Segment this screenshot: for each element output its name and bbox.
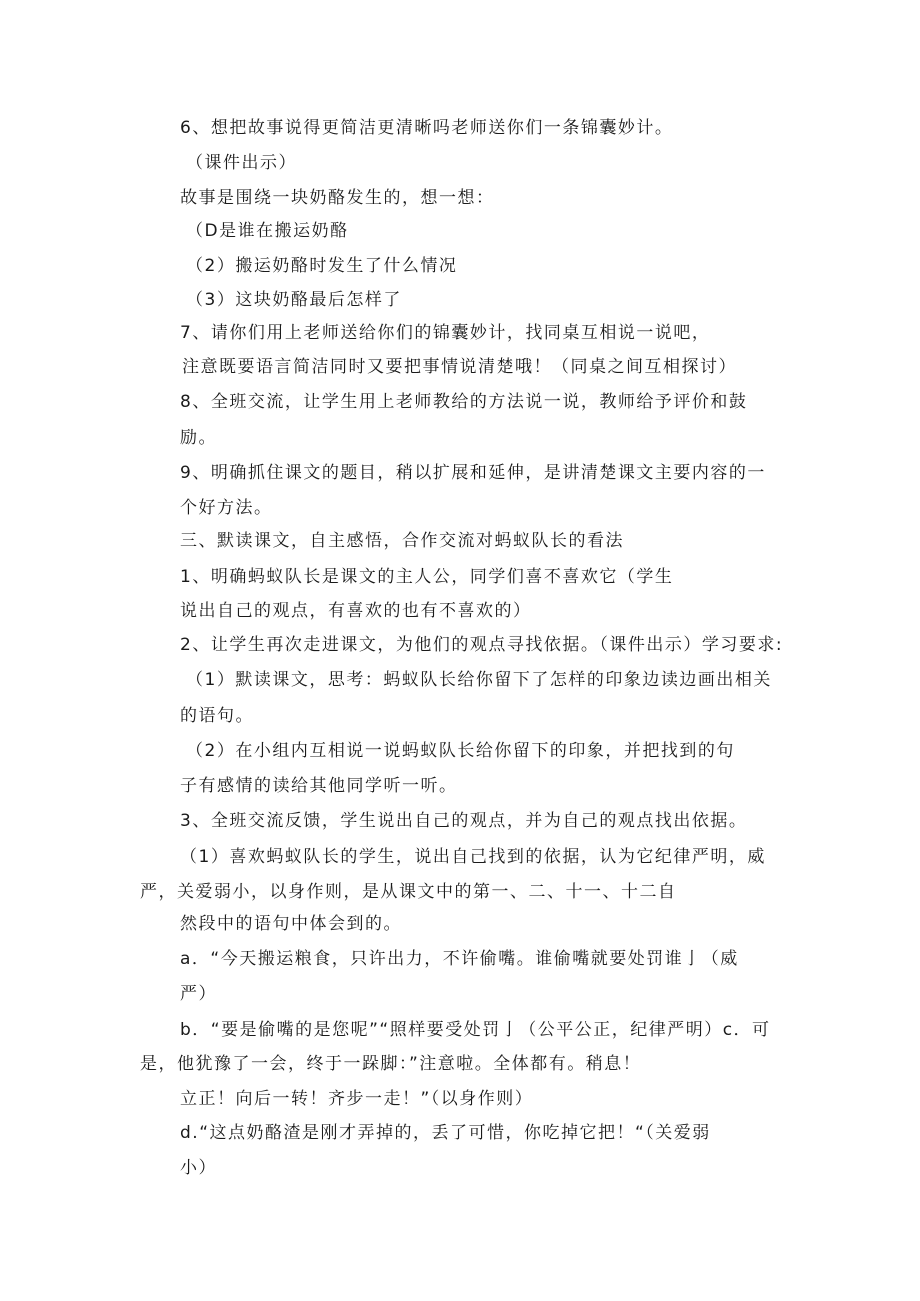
text-line: （2）搬运奶酪时发生了什么情况 [186,256,458,276]
text-line: 说出自己的观点，有喜欢的也有不喜欢的） [180,601,532,621]
text-line: （1）默读课文，思考：蚂蚁队长给你留下了怎样的印象边读边画出相关 [186,670,772,690]
text-line: 然段中的语句中体会到的。 [180,914,402,934]
text-line: 严） [180,984,217,1004]
text-line: 励。 [180,428,217,448]
text-line: 3、全班交流反馈，学生说出自己的观点，并为自己的观点找出依据。 [180,811,748,831]
text-line: （课件出示） [186,153,297,173]
text-line: 2、让学生再次走进课文，为他们的观点寻找依据。（课件出示）学习要求: [180,635,784,655]
text-line: 是，他犹豫了一会，终于一跺脚：”注意啦。全体都有。稍息！ [140,1054,642,1074]
text-line: 7、请你们用上老师送给你们的锦囊妙计，找同桌互相说一说吧， [180,323,711,343]
text-line: 个好方法。 [180,498,273,518]
text-line: （1）喜欢蚂蚁队长的学生，说出自己找到的依据，认为它纪律严明，威 [180,847,766,867]
text-line: 1、明确蚂蚁队长是课文的主人公，同学们喜不喜欢它（学生 [180,567,674,587]
text-line: 8、全班交流，让学生用上老师教给的方法说一说，教师给予评价和鼓 [180,392,748,412]
text-line: 严，关爱弱小，以身作则，是从课文中的第一、二、十一、十二自 [140,882,677,902]
text-line: b．“要是偷嘴的是您呢”“照样要受处罚亅（公平公正，纪律严明）c．可 [180,1020,771,1040]
section-heading: 三、默读课文，自主感悟，合作交流对蚂蚁队长的看法 [180,531,624,551]
text-line: 的语句。 [180,706,254,726]
text-line: （3）这块奶酪最后怎样了 [186,290,402,310]
text-line: 小） [180,1158,217,1178]
text-line: 立正！向后一转！齐步一走！”（以身作则） [180,1089,534,1109]
text-line: 6、想把故事说得更简洁更清晰吗老师送你们一条锦囊妙计。 [180,118,674,138]
text-line: 故事是围绕一块奶酪发生的，想一想： [180,188,495,208]
text-line: （2）在小组内互相说一说蚂蚁队长给你留下的印象，并把找到的句 [186,741,735,761]
text-line: 子有感情的读给其他同学听一听。 [180,776,458,796]
text-line: a．“今天搬运粮食，只许出力，不许偷嘴。谁偷嘴就要处罚谁亅（威 [180,949,739,969]
text-line: 9、明确抓住课文的题目，稍以扩展和延伸，是讲清楚课文主要内容的一 [180,463,766,483]
text-line: 注意既要语言简洁同时又要把事情说清楚哦！（同桌之间互相探讨） [182,357,737,377]
text-line: （D是谁在搬运奶酪 [186,221,349,241]
text-line: d.“这点奶酪渣是刚才弄掉的，丢了可惜，你吃掉它把！“（关爱弱 [180,1123,711,1143]
